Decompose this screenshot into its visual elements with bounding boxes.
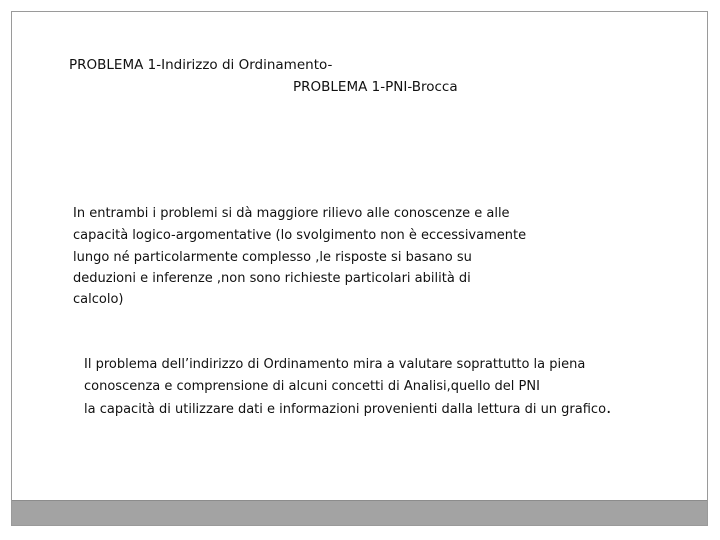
paragraph-1-line: capacità logico-argomentative (lo svolgimento non è eccessivamente	[73, 228, 527, 243]
bottom-bar	[12, 500, 707, 525]
paragraph-1-line: In entrambi i problemi si dà maggiore rilievo alle conoscenze e alle	[73, 206, 510, 221]
paragraph-2-line-last	[84, 398, 611, 420]
paragraph-1-line: lungo né particolarmente complesso ,le risposte si basano su	[73, 250, 472, 265]
title-line-2: PROBLEMA 1-PNI-Brocca	[293, 79, 458, 95]
final-period: .	[606, 398, 612, 418]
paragraph-1-line: calcolo)	[73, 292, 124, 307]
slide-frame	[11, 11, 708, 526]
paragraph-1-line: deduzioni e inferenze ,non sono richieste particolari abilità di	[73, 271, 471, 286]
paragraph-2-line: conoscenza e comprensione di alcuni concetti di Analisi,quello del PNI	[84, 379, 540, 394]
paragraph-2-line: Il problema dell’indirizzo di Ordinamento mira a valutare soprattutto la piena	[84, 357, 586, 372]
title-line-1: PROBLEMA 1-Indirizzo di Ordinamento-	[69, 57, 333, 73]
paragraph-2-line-text: la capacità di utilizzare dati e informazioni provenienti dalla lettura di un grafico	[84, 402, 607, 417]
